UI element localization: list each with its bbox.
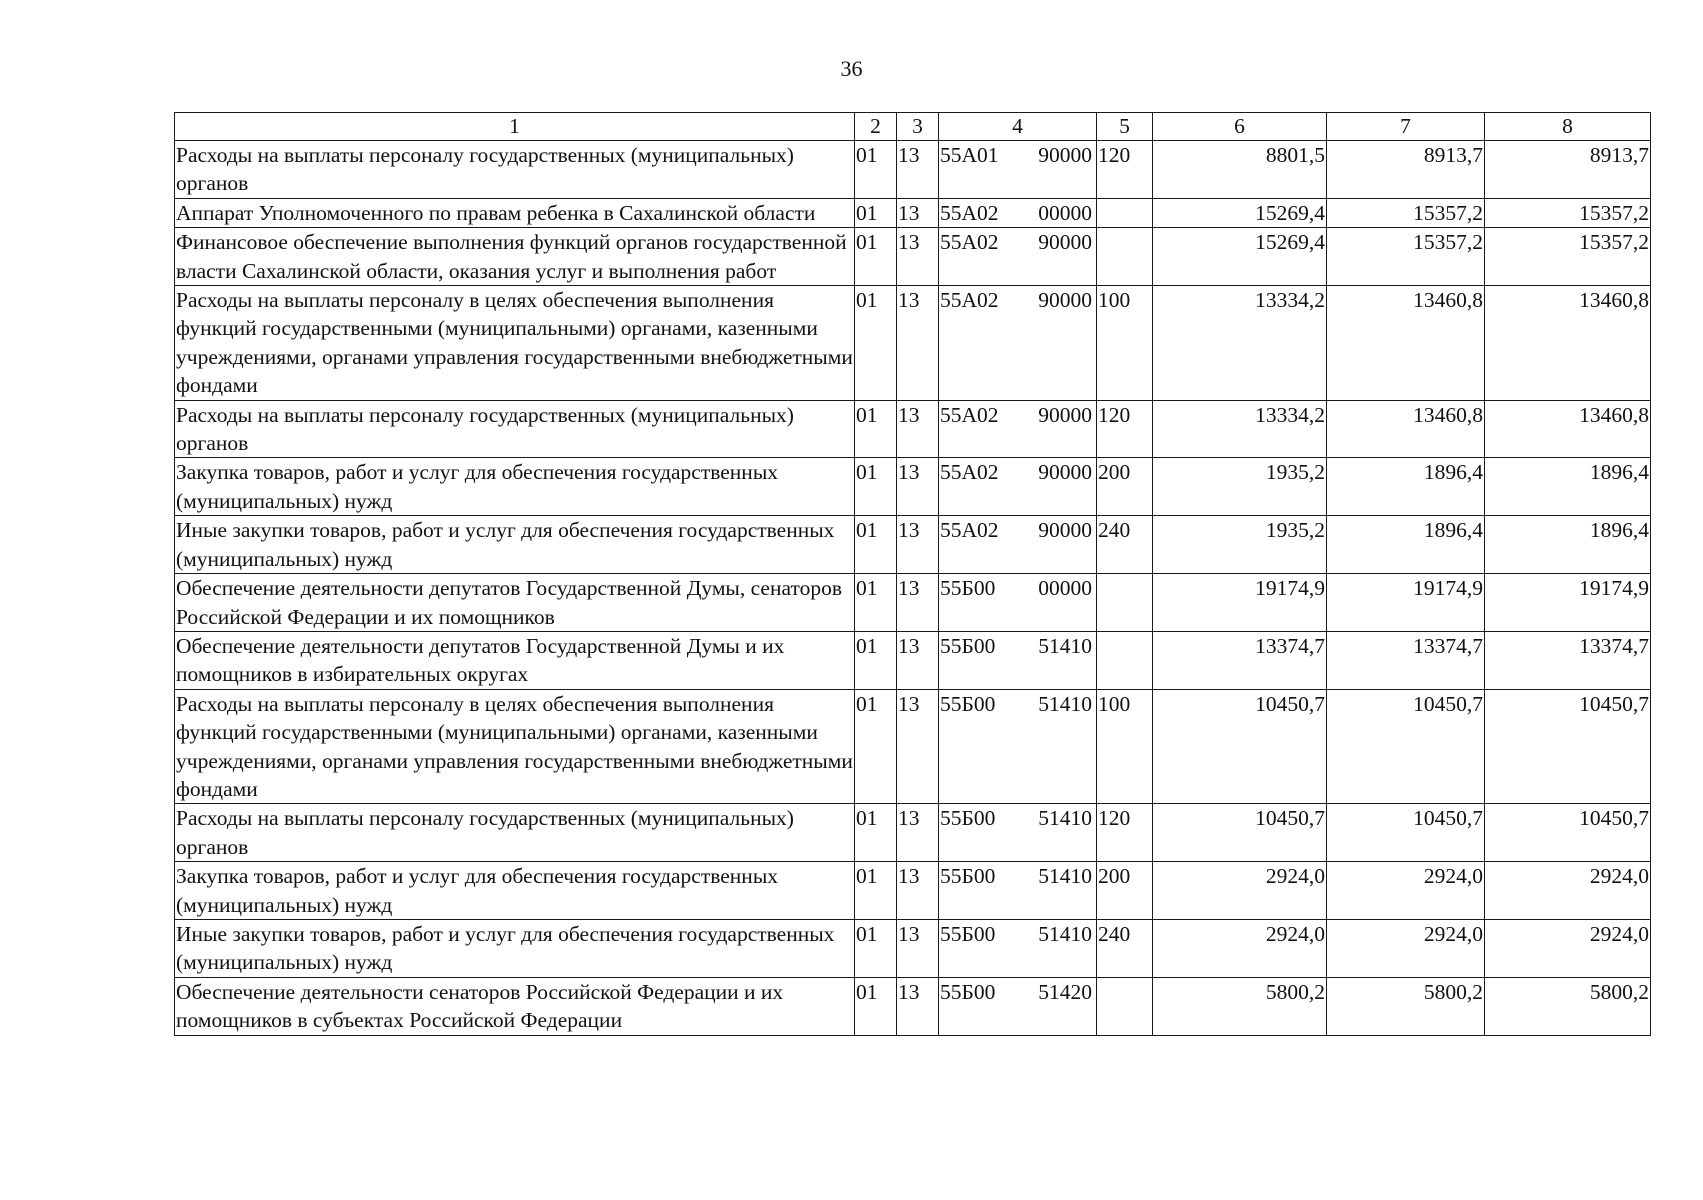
target-article-code [939,574,1097,632]
amount-col7: 15357,2 [1327,228,1485,286]
table-row [175,977,1651,1035]
table-row [175,141,1651,199]
amount-col7: 19174,9 [1327,574,1485,632]
target-article-code [939,141,1097,199]
expense-name: Иные закупки товаров, работ и услуг для обеспечения государственных (муниципальных) нужд [175,919,855,977]
table-row [175,631,1651,689]
subsection-code: 13 [897,977,939,1035]
subsection-code: 13 [897,286,939,401]
expense-type-code [1097,977,1153,1035]
subsection-code: 13 [897,689,939,804]
direction-code: 51410 [1038,864,1092,889]
expense-type-code: 120 [1097,141,1153,199]
amount-col6: 5800,2 [1153,977,1327,1035]
amount-col6: 15269,4 [1153,228,1327,286]
section-code: 01 [855,919,897,977]
expense-name: Закупка товаров, работ и услуг для обеспечения государственных (муниципальных) нужд [175,458,855,516]
table-row [175,689,1651,804]
header-row [175,113,1651,141]
expense-type-code: 120 [1097,804,1153,862]
amount-col6: 10450,7 [1153,689,1327,804]
target-article-code [939,689,1097,804]
table-row [175,198,1651,227]
page-number: 36 [840,56,863,81]
section-code: 01 [855,141,897,199]
amount-col8: 10450,7 [1485,804,1651,862]
expense-name: Обеспечение деятельности сенаторов Российской Федерации и их помощников в субъектах Российской Федерации [175,977,855,1035]
table-row [175,516,1651,574]
direction-code: 90000 [1038,402,1092,427]
target-article-code [939,631,1097,689]
expense-type-code: 240 [1097,516,1153,574]
expense-type-code [1097,198,1153,227]
amount-col8: 13374,7 [1485,631,1651,689]
amount-col8: 2924,0 [1485,919,1651,977]
expense-name: Расходы на выплаты персоналу государственных (муниципальных) органов [175,400,855,458]
section-code: 01 [855,198,897,227]
section-code: 01 [855,516,897,574]
expense-name: Обеспечение деятельности депутатов Государственной Думы и их помощников в избирательных округах [175,631,855,689]
amount-col7: 5800,2 [1327,977,1485,1035]
amount-col6: 19174,9 [1153,574,1327,632]
direction-code: 90000 [1038,288,1092,313]
direction-code: 00000 [1038,200,1092,225]
table-row [175,804,1651,862]
column-header-2: 2 [855,113,897,141]
amount-col8: 8913,7 [1485,141,1651,199]
subsection-code: 13 [897,228,939,286]
table-row [175,919,1651,977]
direction-code: 90000 [1038,518,1092,543]
target-article-code [939,804,1097,862]
column-header-3: 3 [897,113,939,141]
section-code: 01 [855,631,897,689]
expense-type-code: 120 [1097,400,1153,458]
amount-col8: 15357,2 [1485,228,1651,286]
target-article-code [939,977,1097,1035]
program-code: 55А02 [940,288,999,313]
program-code: 55А01 [940,143,999,167]
direction-code: 51410 [1038,691,1092,716]
amount-col6: 2924,0 [1153,919,1327,977]
amount-col6: 13334,2 [1153,286,1327,401]
amount-col7: 8913,7 [1327,141,1485,199]
expense-type-code: 200 [1097,862,1153,920]
subsection-code: 13 [897,631,939,689]
column-header-5: 5 [1097,113,1153,141]
target-article-code [939,458,1097,516]
target-article-code [939,198,1097,227]
amount-col8: 10450,7 [1485,689,1651,804]
program-code: 55Б00 [940,979,996,1004]
section-code: 01 [855,400,897,458]
section-code: 01 [855,228,897,286]
amount-col8: 1896,4 [1485,516,1651,574]
direction-code: 51420 [1038,979,1092,1004]
expense-name: Расходы на выплаты персоналу в целях обеспечения выполнения функций государственными (муниципальными) органами, казенными учреждениями, органами управления государственными внебюджетными фондами [175,689,855,804]
subsection-code: 13 [897,574,939,632]
amount-col6: 13374,7 [1153,631,1327,689]
expense-type-code: 240 [1097,919,1153,977]
program-code: 55Б00 [940,864,996,889]
table-row [175,862,1651,920]
section-code: 01 [855,458,897,516]
expense-type-code [1097,631,1153,689]
expense-type-code: 100 [1097,689,1153,804]
expense-type-code [1097,228,1153,286]
column-header-1: 1 [175,113,855,141]
amount-col7: 13460,8 [1327,286,1485,401]
amount-col8: 1896,4 [1485,458,1651,516]
amount-col7: 13460,8 [1327,400,1485,458]
program-code: 55А02 [940,460,999,485]
amount-col8: 19174,9 [1485,574,1651,632]
subsection-code: 13 [897,198,939,227]
target-article-code [939,400,1097,458]
amount-col7: 1896,4 [1327,458,1485,516]
amount-col8: 13460,8 [1485,400,1651,458]
column-header-6: 6 [1153,113,1327,141]
section-code: 01 [855,574,897,632]
direction-code: 90000 [1038,230,1092,255]
direction-code: 51410 [1038,921,1092,946]
target-article-code [939,516,1097,574]
column-header-8: 8 [1485,113,1651,141]
amount-col7: 10450,7 [1327,689,1485,804]
subsection-code: 13 [897,862,939,920]
expense-name: Расходы на выплаты персоналу государственных (муниципальных) органов [175,141,855,199]
target-article-code [939,228,1097,286]
section-code: 01 [855,286,897,401]
amount-col7: 13374,7 [1327,631,1485,689]
target-article-code [939,919,1097,977]
amount-col7: 1896,4 [1327,516,1485,574]
column-header-4: 4 [939,113,1097,141]
direction-code: 51410 [1038,806,1092,831]
column-header-7: 7 [1327,113,1485,141]
amount-col8: 13460,8 [1485,286,1651,401]
subsection-code: 13 [897,919,939,977]
budget-table [174,112,1651,1036]
amount-col6: 2924,0 [1153,862,1327,920]
table-row [175,458,1651,516]
amount-col6: 8801,5 [1153,141,1327,199]
target-article-code [939,286,1097,401]
program-code: 55Б00 [940,633,996,658]
expense-type-code: 100 [1097,286,1153,401]
amount-col6: 1935,2 [1153,516,1327,574]
expense-name: Расходы на выплаты персоналу в целях обеспечения выполнения функций государственными (муниципальными) органами, казенными учреждениями, органами управления государственными внебюджетными фондами [175,286,855,401]
amount-col8: 5800,2 [1485,977,1651,1035]
direction-code: 90000 [1038,460,1092,485]
program-code: 55А02 [940,230,999,255]
expense-name: Иные закупки товаров, работ и услуг для обеспечения государственных (муниципальных) нужд [175,516,855,574]
subsection-code: 13 [897,458,939,516]
table-row [175,400,1651,458]
program-code: 55Б00 [940,576,996,601]
section-code: 01 [855,689,897,804]
expense-name: Расходы на выплаты персоналу государственных (муниципальных) органов [175,804,855,862]
amount-col7: 2924,0 [1327,862,1485,920]
table-row [175,574,1651,632]
target-article-code [939,862,1097,920]
expense-type-code [1097,574,1153,632]
expense-name: Закупка товаров, работ и услуг для обеспечения государственных (муниципальных) нужд [175,862,855,920]
direction-code: 90000 [1038,143,1092,167]
amount-col7: 2924,0 [1327,919,1485,977]
subsection-code: 13 [897,804,939,862]
expense-name: Финансовое обеспечение выполнения функций органов государственной власти Сахалинской области, оказания услуг и выполнения работ [175,228,855,286]
subsection-code: 13 [897,141,939,199]
table-row [175,286,1651,401]
subsection-code: 13 [897,400,939,458]
amount-col7: 15357,2 [1327,198,1485,227]
program-code: 55Б00 [940,806,996,831]
direction-code: 00000 [1038,576,1092,601]
program-code: 55А02 [940,402,999,427]
expense-name: Обеспечение деятельности депутатов Государственной Думы, сенаторов Российской Федерации и их помощников [175,574,855,632]
amount-col7: 10450,7 [1327,804,1485,862]
program-code: 55Б00 [940,921,996,946]
subsection-code: 13 [897,516,939,574]
amount-col8: 2924,0 [1485,862,1651,920]
direction-code: 51410 [1038,633,1092,658]
program-code: 55А02 [940,518,999,543]
expense-type-code: 200 [1097,458,1153,516]
amount-col8: 15357,2 [1485,198,1651,227]
amount-col6: 15269,4 [1153,198,1327,227]
amount-col6: 13334,2 [1153,400,1327,458]
section-code: 01 [855,862,897,920]
program-code: 55А02 [940,200,999,225]
amount-col6: 1935,2 [1153,458,1327,516]
table-row [175,228,1651,286]
program-code: 55Б00 [940,691,996,716]
amount-col6: 10450,7 [1153,804,1327,862]
section-code: 01 [855,977,897,1035]
expense-name: Аппарат Уполномоченного по правам ребенка в Сахалинской области [175,198,855,227]
section-code: 01 [855,804,897,862]
